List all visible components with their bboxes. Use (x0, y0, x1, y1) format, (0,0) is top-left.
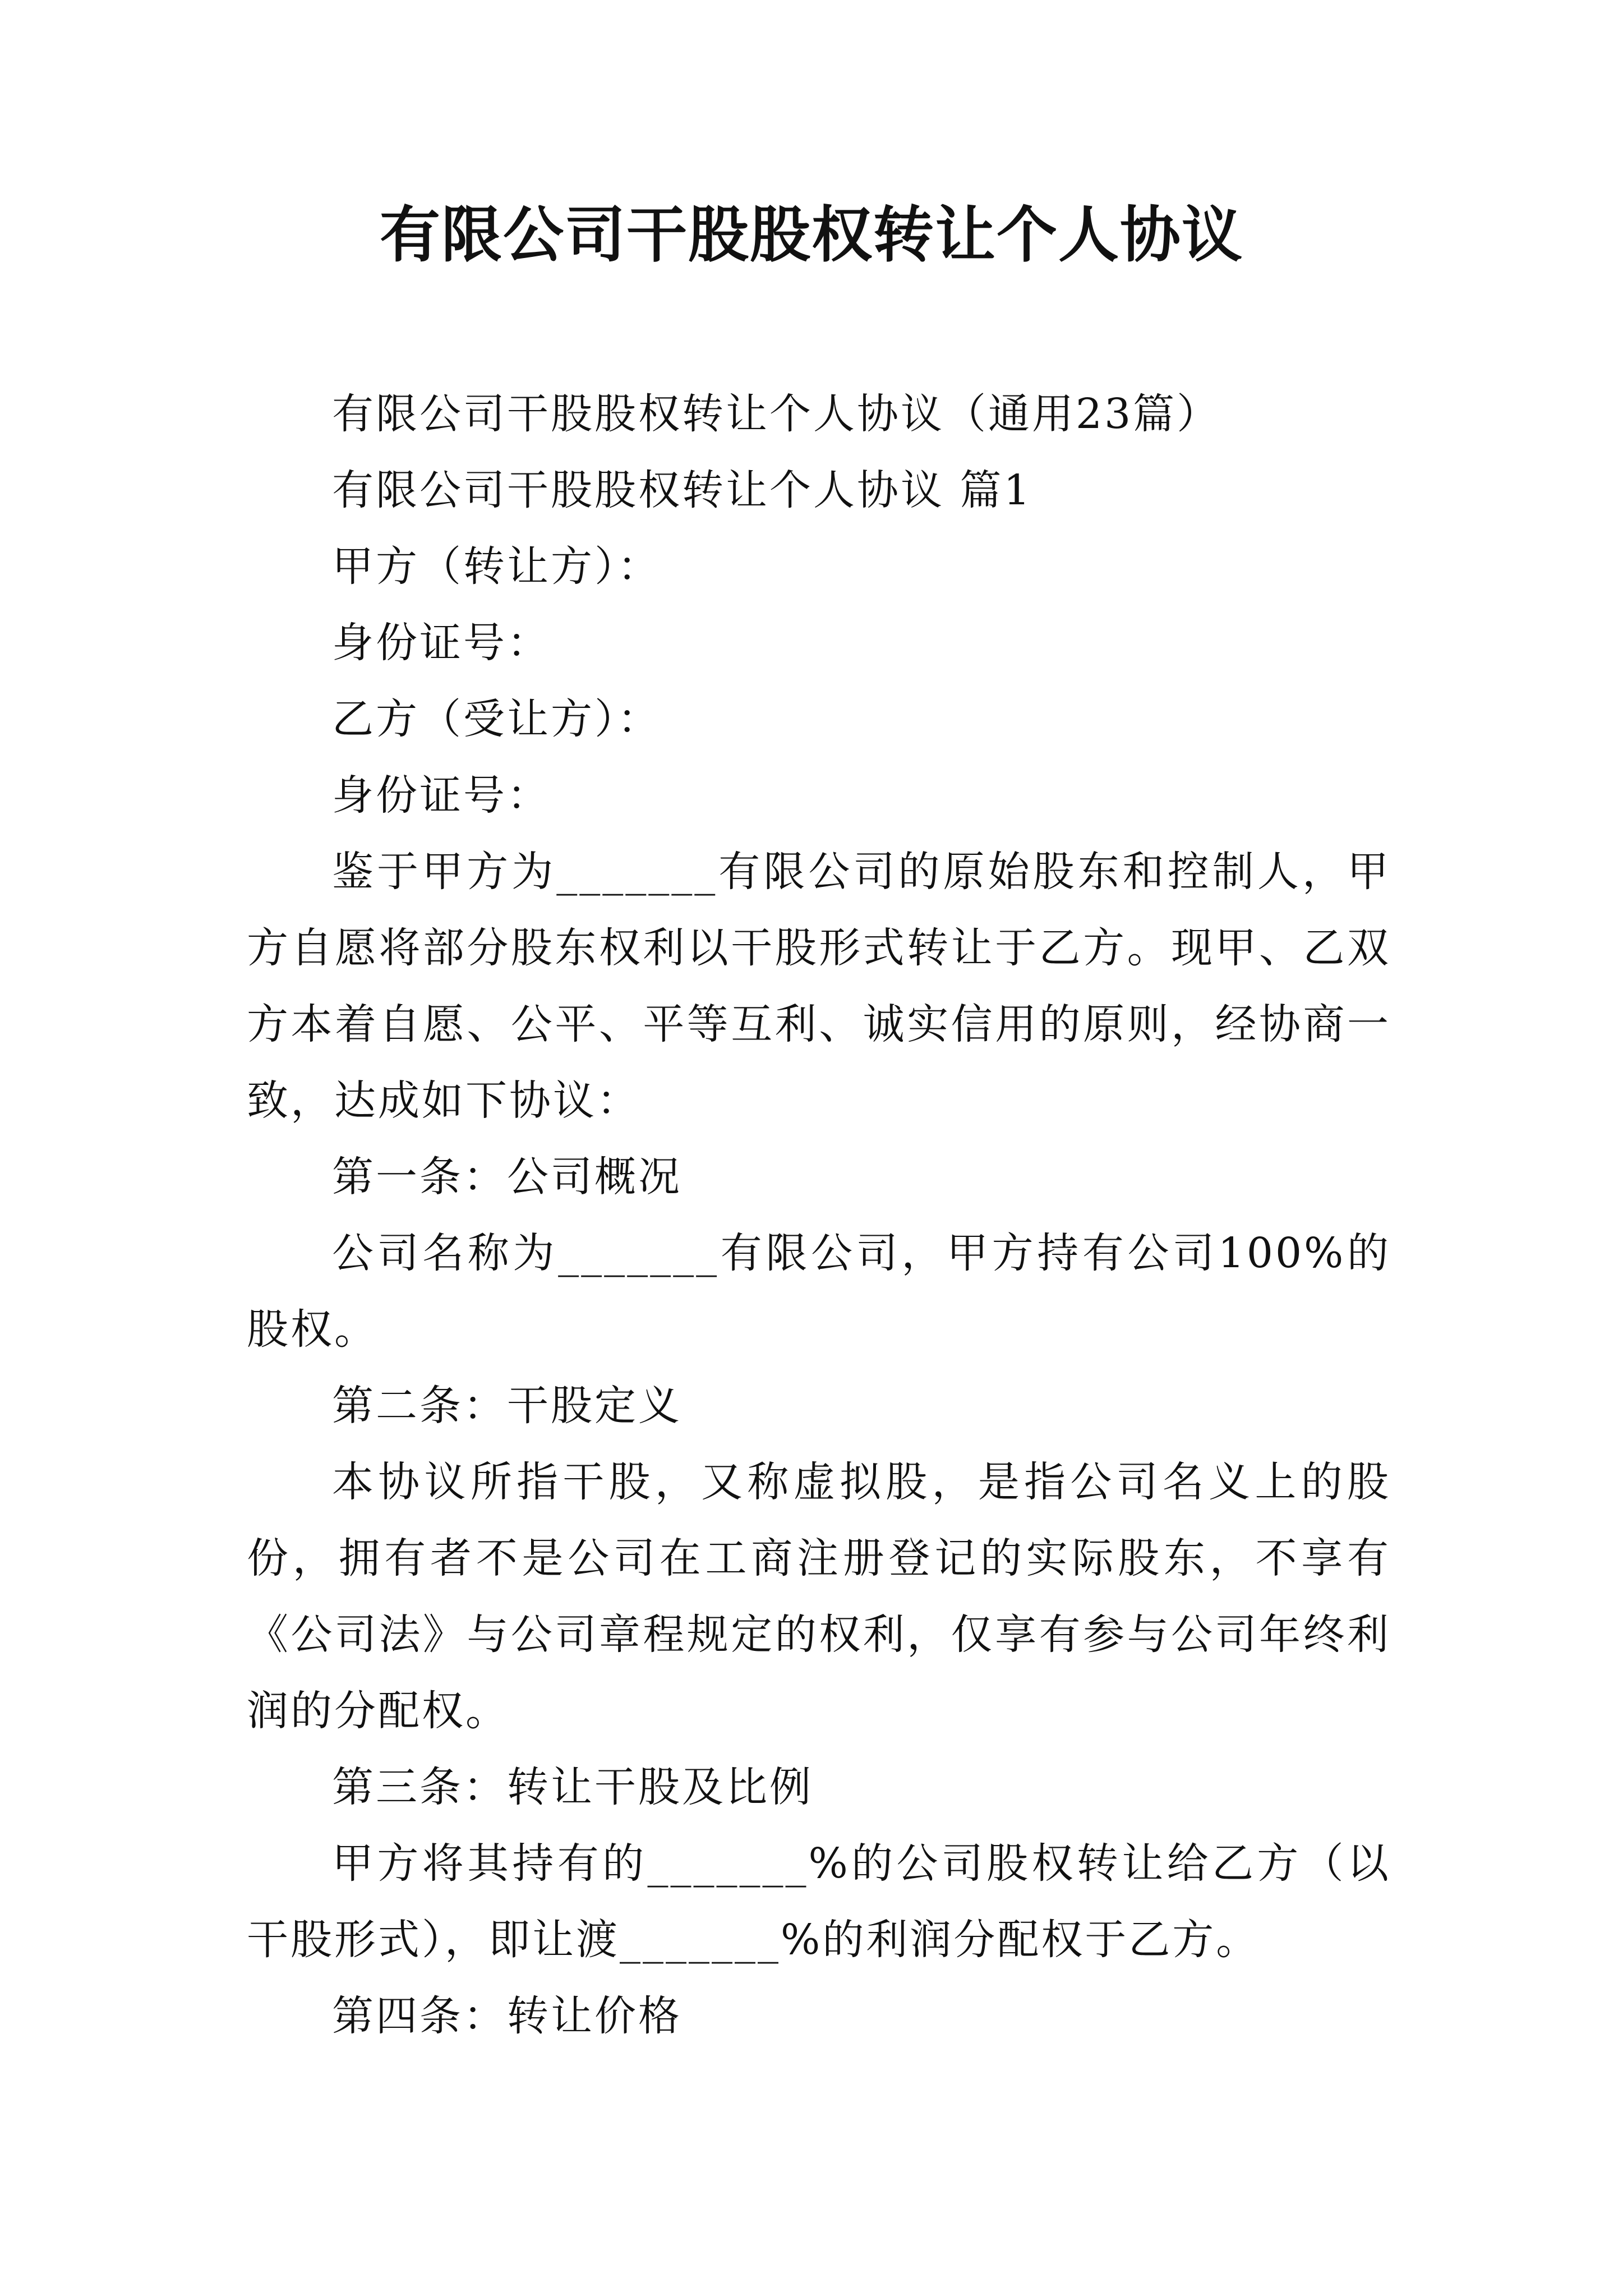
paragraph-article-3-heading: 第三条：转让干股及比例 (332, 1763, 813, 1811)
paragraph-article-2-heading: 第二条：干股定义 (332, 1382, 682, 1430)
paragraph-party-b-id: 身份证号： (332, 771, 551, 820)
document-title: 有限公司干股股权转让个人协议 (379, 200, 1243, 270)
paragraph-party-a-id: 身份证号： (332, 619, 551, 667)
paragraph-article-3-body: 甲方将其持有的_______%的公司股权转让给乙方（以干股形式），即让渡_______%的利润分配权于乙方。 (247, 1839, 1391, 1964)
paragraph-party-a: 甲方（转让方）： (332, 542, 661, 591)
paragraph-preamble: 鉴于甲方为_______有限公司的原始股东和控制人，甲方自愿将部分股东权利以干股形式转让于乙方。现甲、乙双方本着自愿、公平、平等互利、诚实信用的原则，经协商一致，达成如下协议： (247, 848, 1391, 1125)
paragraph-article-1-body: 公司名称为_______有限公司，甲方持有公司100%的股权。 (247, 1229, 1391, 1354)
paragraph-section-heading: 有限公司干股股权转让个人协议 篇1 (332, 466, 1032, 514)
document-body (247, 376, 1391, 2054)
paragraph-party-b: 乙方（受让方）： (332, 695, 661, 743)
paragraph-article-4-heading: 第四条：转让价格 (332, 1992, 682, 2040)
paragraph-subtitle: 有限公司干股股权转让个人协议（通用23篇） (332, 390, 1221, 438)
paragraph-article-1-heading: 第一条：公司概况 (332, 1153, 682, 1201)
paragraph-article-2-body: 本协议所指干股，又称虚拟股，是指公司名义上的股份，拥有者不是公司在工商注册登记的实际股东，不享有《公司法》与公司章程规定的权利，仅享有参与公司年终利润的分配权。 (247, 1458, 1391, 1735)
